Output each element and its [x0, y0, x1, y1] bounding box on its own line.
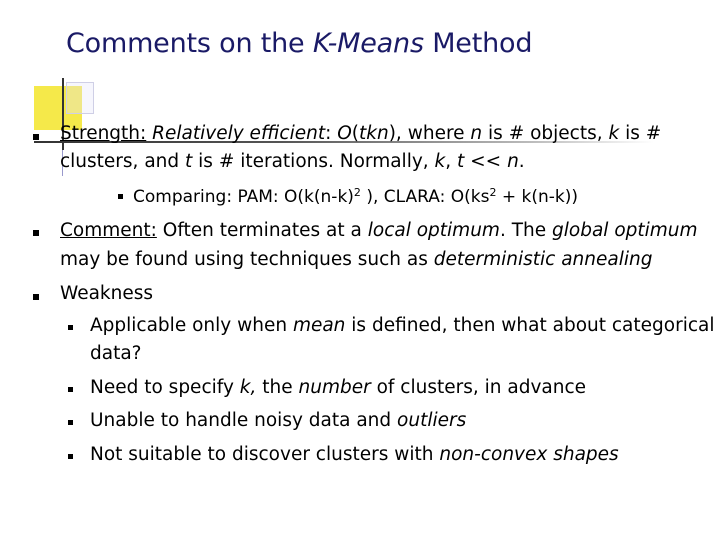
strength-n: n: [470, 123, 483, 144]
strength-comma: ,: [445, 151, 458, 172]
specify-c: of clusters, in advance: [370, 377, 587, 398]
weakness-nonconvex-line: [90, 444, 619, 466]
mean-a: Applicable only when: [90, 315, 293, 336]
strength-n2: n: [507, 151, 519, 172]
weakness-specify-line: [90, 377, 586, 399]
strength-t: t: [185, 151, 193, 172]
bullet-marker-strength: [33, 134, 39, 140]
strength-complexity-o: O: [337, 123, 352, 144]
strength-where: where: [401, 123, 471, 144]
nonconvex-shapes: non-convex shapes: [439, 444, 619, 465]
comment-global-optimum: global optimum: [552, 220, 698, 241]
title-prefix: Comments on the: [66, 28, 313, 59]
comparing-c: + k(n-k)): [496, 187, 578, 207]
specify-b: the: [256, 377, 299, 398]
strength-line2-b: is # iterations. Normally,: [192, 151, 435, 172]
noisy-outliers: outliers: [397, 410, 467, 431]
strength-line-1: [60, 123, 661, 145]
strength-is-hash: is #: [619, 123, 662, 144]
strength-t2: t: [457, 151, 465, 172]
strength-label: Strength:: [60, 123, 147, 144]
specify-number: number: [298, 377, 371, 398]
slide-title: [66, 28, 532, 59]
strength-colon: :: [325, 123, 332, 144]
strength-line2-a: clusters, and: [60, 151, 186, 172]
decorative-outline-square: [66, 82, 94, 114]
bullet-marker-mean: [68, 325, 73, 330]
mean-b: is defined, then what about categorical: [345, 315, 715, 336]
comment-annealing: deterministic annealing: [433, 249, 653, 270]
weakness-noisy-line: [90, 410, 466, 432]
comparing-line: [133, 186, 578, 208]
strength-k2: k: [434, 151, 446, 172]
specify-k: k,: [239, 377, 257, 398]
strength-close: ),: [388, 123, 402, 144]
title-suffix: Method: [423, 28, 533, 59]
comment-line2-a: may be found using techniques such as: [60, 249, 434, 270]
strength-k: k: [608, 123, 620, 144]
comment-b: . The: [499, 220, 553, 241]
mean-word: mean: [292, 315, 346, 336]
weakness-mean-line-2: data?: [90, 343, 142, 364]
bullet-marker-comparing: [118, 194, 123, 199]
comparing-b: ), CLARA: O(ks: [360, 187, 490, 207]
weakness-label: Weakness: [60, 283, 154, 304]
noisy-a: Unable to handle noisy data and: [90, 410, 398, 431]
nonconvex-a: Not suitable to discover clusters with: [90, 444, 440, 465]
weakness-mean-line-1: [90, 315, 715, 337]
strength-lead: Relatively efficient: [152, 123, 326, 144]
bullet-marker-weakness: [33, 294, 39, 300]
specify-a: Need to specify: [90, 377, 240, 398]
strength-line-2: [60, 151, 525, 173]
comment-a: Often terminates at a: [156, 220, 368, 241]
bullet-marker-comment: [33, 230, 39, 236]
comparing-a: Comparing: PAM: O(k(n-k): [133, 187, 354, 207]
title-emphasis: K-Means: [312, 28, 424, 59]
strength-lt: <<: [464, 151, 508, 172]
strength-tkn: tkn: [359, 123, 389, 144]
bullet-marker-specify: [68, 387, 73, 392]
comment-line-2: [60, 249, 652, 271]
comment-label: Comment:: [60, 220, 157, 241]
bullet-marker-nonconvex: [68, 454, 73, 459]
comment-local-optimum: local optimum: [367, 220, 500, 241]
bullet-marker-noisy: [68, 420, 73, 425]
strength-period: .: [518, 151, 525, 172]
comment-line-1: [60, 220, 698, 242]
comparing-sup-b: 2: [489, 186, 497, 199]
strength-paren: (: [351, 123, 360, 144]
comparing-sup-a: 2: [353, 186, 361, 199]
strength-is-objects: is # objects,: [482, 123, 609, 144]
